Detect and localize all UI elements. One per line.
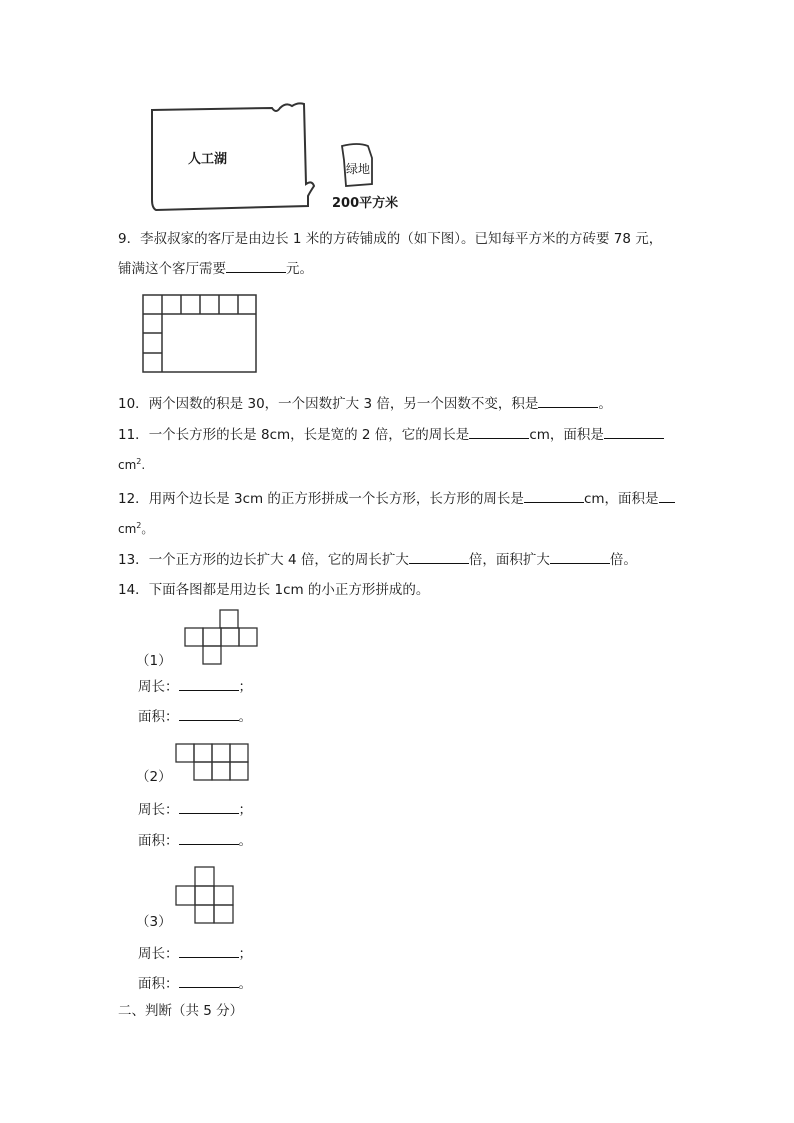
question-number: 10． [118,396,149,412]
question-text: 铺满这个客厅需要 [118,261,226,277]
question-text: 李叔叔家的客厅是由边长 1 米的方砖铺成的（如下图）。已知每平方米的方砖要 78 元， [140,231,663,247]
answer-blank[interactable] [604,426,664,439]
question-number: 11． [118,427,149,443]
shape-1-perimeter [138,678,252,696]
answer-blank[interactable] [524,490,584,503]
question-9-line2 [118,260,313,278]
answer-blank[interactable] [469,426,529,439]
question-text: 两个因数的积是 30，一个因数扩大 3 倍，另一个因数不变，积是 [148,396,539,412]
shape-1-figure [184,609,258,665]
question-number: 13． [118,552,149,568]
green-area-label: 200平方米 [332,196,399,211]
shape-3-area [138,975,252,993]
question-12 [118,490,675,508]
question-14 [118,581,429,599]
answer-blank[interactable] [550,551,610,564]
shape-3-label: （3） [136,914,172,930]
area-label: 面积： [138,709,179,725]
lake-figure [148,100,408,215]
question-text: 一个长方形的长是 8cm，长是宽的 2 倍，它的周长是 [148,427,470,443]
question-12-line2 [118,520,153,538]
answer-blank[interactable] [226,260,286,273]
unit-text: cm [118,458,137,472]
question-13 [118,551,637,569]
question-text: 用两个边长是 3cm 的正方形拼成一个长方形，长方形的周长是 [148,491,524,507]
punctuation: 。 [141,522,154,536]
question-number: 14． [118,582,149,598]
unit-text: cm [118,522,137,536]
question-text: cm，面积是 [529,427,604,443]
perimeter-label: 周长： [138,679,179,695]
question-number: 9． [118,231,141,247]
question-text: 倍，面积扩大 [468,552,550,568]
tile-floor-figure [142,294,258,374]
unit-superscript: 2 [136,457,142,466]
punctuation: . [141,458,146,472]
question-number: 12． [118,491,149,507]
shape-1-area [138,708,252,726]
answer-blank[interactable] [659,490,675,503]
tile-grid-icon [142,294,258,374]
question-9-line1 [118,230,662,248]
step-shape-icon [175,743,249,781]
question-text: 倍。 [609,552,637,568]
punctuation: 。 [238,709,252,725]
shape-2-area [138,832,252,850]
punctuation: 。 [238,976,252,992]
shape-2-label: （2） [136,769,172,785]
question-11-line2 [118,456,145,474]
punctuation: ； [238,679,252,695]
lake-label: 人工湖 [188,152,228,167]
perimeter-label: 周长： [138,946,179,962]
answer-blank[interactable] [179,708,239,721]
question-10 [118,395,612,413]
shape-3-perimeter [138,945,252,963]
plus-shape-icon [175,866,235,924]
shape-1-label: （1） [136,653,172,669]
shape-2-perimeter [138,801,252,819]
answer-blank[interactable] [179,801,239,814]
cross-shape-icon [184,609,258,665]
question-text: 下面各图都是用边长 1cm 的小正方形拼成的。 [148,582,430,598]
punctuation: ； [238,946,252,962]
answer-blank[interactable] [179,975,239,988]
answer-blank[interactable] [179,832,239,845]
question-text: 一个正方形的边长扩大 4 倍，它的周长扩大 [148,552,409,568]
green-label: 绿地 [346,162,371,176]
question-text: cm，面积是 [583,491,659,507]
answer-blank[interactable] [538,395,598,408]
question-text: 。 [598,396,612,412]
answer-blank[interactable] [179,678,239,691]
perimeter-label: 周长： [138,802,179,818]
shape-2-figure [175,743,249,781]
answer-blank[interactable] [409,551,469,564]
punctuation: 。 [238,833,252,849]
area-label: 面积： [138,976,179,992]
answer-blank[interactable] [179,945,239,958]
punctuation: ； [238,802,252,818]
area-label: 面积： [138,833,179,849]
unit-superscript: 2 [136,521,142,530]
question-text: 元。 [286,261,313,277]
shape-3-figure [175,866,235,924]
section-2-heading: 二、判断（共 5 分） [118,1003,244,1019]
question-11 [118,426,664,444]
